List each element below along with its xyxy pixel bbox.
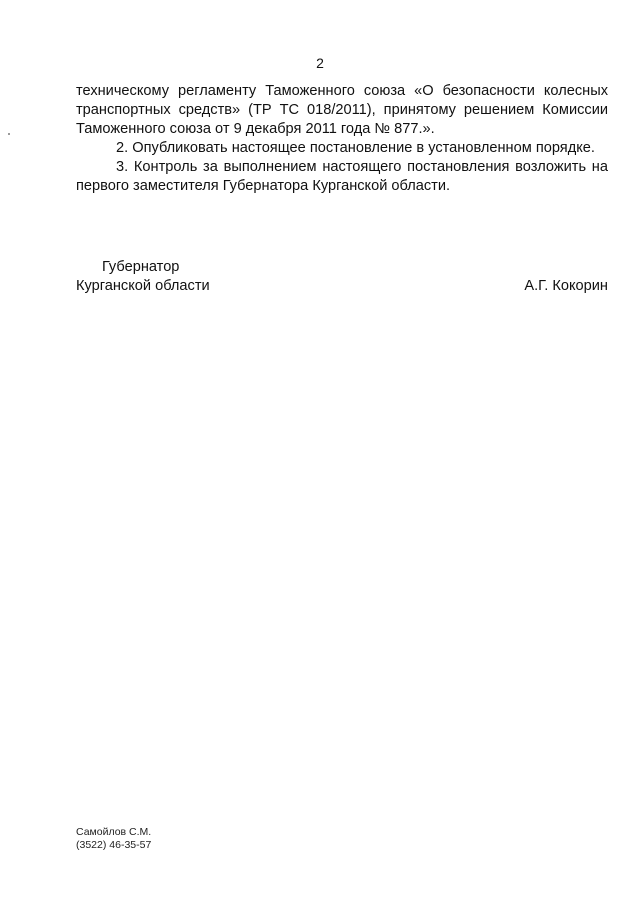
signatory-name: А.Г. Кокорин xyxy=(524,278,608,294)
signature-block xyxy=(76,258,608,296)
executor-name: Самойлов С.М. xyxy=(76,826,152,838)
paragraph-item-3: 3. Контроль за выполнением настоящего постановления возложить на первого заместителя Губернатора Курганской области. xyxy=(76,159,608,194)
signature-title-line1: Губернатор xyxy=(102,259,180,275)
signature-line xyxy=(76,277,608,296)
executor-phone: (3522) 46-35-57 xyxy=(76,839,152,851)
executor-block xyxy=(76,826,151,852)
page-number: 2 xyxy=(316,55,324,71)
paragraph-continuation: техническому регламенту Таможенного союза «О безопасности колесных транспортных средств» (ТР ТС 018/2011), принятому решением Комиссии Таможенного союза от 9 декабря 2011 года № 877.». xyxy=(76,83,608,137)
document-body xyxy=(76,82,608,196)
margin-mark xyxy=(8,133,10,135)
signature-title-line2: Курганской области xyxy=(76,278,210,294)
paragraph-item-2: 2. Опубликовать настоящее постановление в установленном порядке. xyxy=(116,140,595,156)
